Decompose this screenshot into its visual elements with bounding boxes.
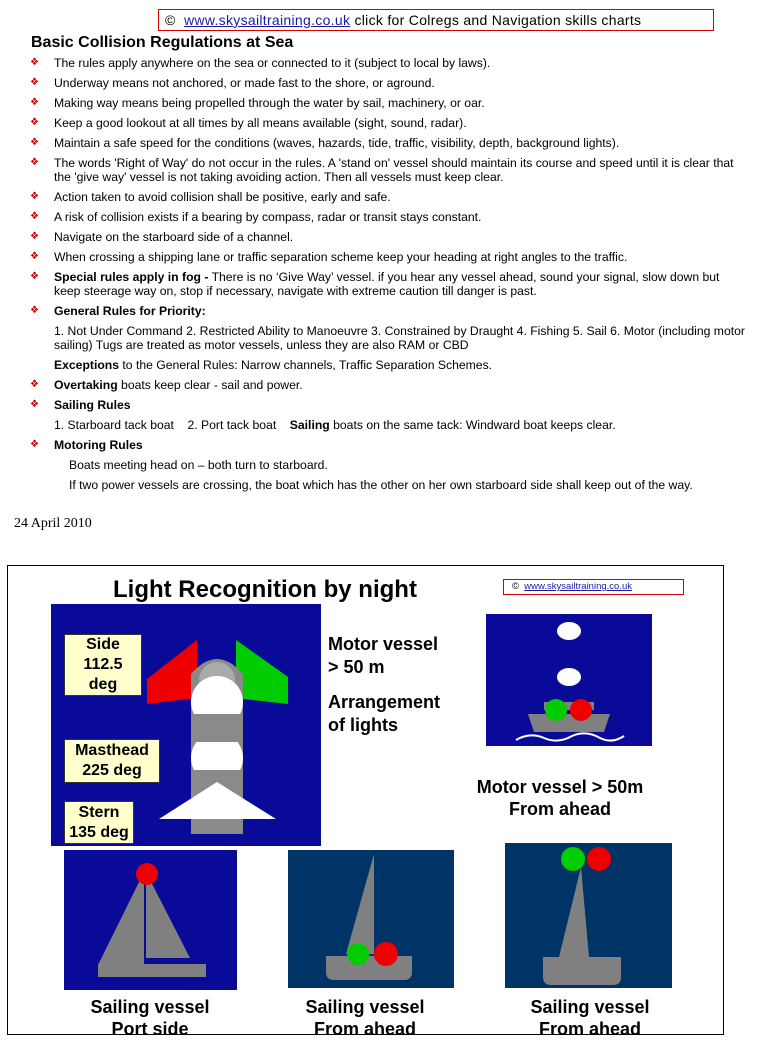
bullet-icon: ❖	[30, 77, 39, 88]
poster-link-box: © www.skysailtraining.co.uk	[503, 579, 684, 595]
starboard-green-light	[545, 699, 567, 721]
port-red-light	[570, 699, 592, 721]
rule-motoring-heading: ❖ Motoring Rules	[30, 438, 143, 452]
bullet-icon: ❖	[30, 271, 39, 282]
motor-vessel-heading: Motor vessel > 50 m	[328, 634, 439, 677]
bullet-icon: ❖	[30, 231, 39, 242]
rule-item: ❖ When crossing a shipping lane or traffic separation scheme keep your heading at right angles to the traffic.	[30, 250, 628, 264]
poster-skysail-link[interactable]: www.skysailtraining.co.uk	[524, 581, 632, 592]
rule-item: ❖ Making way means being propelled through the water by sail, machinery, or oar.	[30, 96, 485, 110]
sailing-caption-1: Sailing vessel Port side	[90, 997, 210, 1039]
rule-item: ❖ Keep a good lookout at all times by all means available (sight, sound, radar).	[30, 116, 467, 130]
side-light-label: Side 112.5 deg	[64, 634, 142, 696]
sailing-ahead-panel-1	[288, 850, 454, 988]
rule-sailing-heading: ❖ Sailing Rules	[30, 398, 131, 412]
motor-hull	[528, 714, 610, 732]
bullet-icon: ❖	[30, 211, 39, 222]
arrangement-heading: Arrangement of lights	[328, 692, 441, 735]
masthead-light-label: Masthead 225 deg	[64, 739, 160, 783]
sailing-caption-3: Sailing vessel From ahead	[530, 997, 650, 1039]
document-date: 24 April 2010	[14, 516, 92, 531]
motoring-line-1: Boats meeting head on – both turn to starboard.	[69, 458, 328, 472]
masthead-red-light	[136, 863, 158, 885]
hull-mid	[191, 714, 243, 742]
rule-item: ❖ The words 'Right of Way' do not occur in the rules. A 'stand on' vessel should maintain its course and speed until it is clear that the 'give way' vessel is not taking avoiding action. Then all vessels must keep clear.	[30, 156, 734, 184]
rule-item: ❖ Underway means not anchored, or made fast to the shore, or aground.	[30, 76, 435, 90]
bullet-icon: ❖	[30, 305, 39, 316]
sailing-caption-2: Sailing vessel From ahead	[305, 997, 425, 1039]
skysail-link[interactable]: www.skysailtraining.co.uk	[184, 12, 351, 28]
bullet-icon: ❖	[30, 191, 39, 202]
sailing-port-panel	[64, 850, 237, 990]
boom	[98, 964, 206, 977]
sailing-hull	[326, 956, 412, 980]
copyright-symbol: ©	[165, 12, 176, 28]
rule-priority-heading: ❖ General Rules for Priority:	[30, 304, 206, 318]
bullet-icon: ❖	[30, 439, 39, 450]
bullet-icon: ❖	[30, 57, 39, 68]
poster-title: Light Recognition by night	[113, 576, 417, 603]
bullet-icon: ❖	[30, 157, 39, 168]
rule-item: ❖ The rules apply anywhere on the sea or connected to it (subject to local by laws).	[30, 56, 491, 70]
rules-list	[0, 56, 768, 498]
bullet-icon: ❖	[30, 251, 39, 262]
bullet-icon: ❖	[30, 379, 39, 390]
priority-text: 1. Not Under Command 2. Restricted Ability to Manoeuvre 3. Constrained by Draught 4. Fishing 5. Sail 6. Motor (including motor sailing) Tugs are treated as motor vessels, unless they are also RAM or CBD	[54, 324, 745, 352]
port-red-light	[587, 847, 611, 871]
stern-light-label: Stern 135 deg	[64, 801, 134, 844]
masthead-light-lower	[557, 668, 581, 686]
bullet-icon: ❖	[30, 97, 39, 108]
rule-item: ❖ Action taken to avoid collision shall be positive, early and safe.	[30, 190, 391, 204]
top-banner	[158, 9, 714, 31]
motoring-line-2: If two power vessels are crossing, the boat which has the other on her own starboard side shall keep out of the way.	[69, 478, 693, 492]
rule-overtaking: ❖ Overtaking boats keep clear - sail and power.	[30, 378, 303, 392]
bullet-icon: ❖	[30, 117, 39, 128]
priority-exceptions: Exceptions to the General Rules: Narrow channels, Traffic Separation Schemes.	[54, 358, 493, 372]
rule-item: ❖ Maintain a safe speed for the conditions (waves, hazards, tide, traffic, visibility, depth, background lights).	[30, 136, 620, 150]
rule-item: ❖ Navigate on the starboard side of a channel.	[30, 230, 294, 244]
port-red-light	[374, 942, 398, 966]
page-title: Basic Collision Regulations at Sea	[31, 34, 294, 51]
bullet-icon: ❖	[30, 137, 39, 148]
masthead-light-upper	[557, 622, 581, 640]
rule-item: ❖ A risk of collision exists if a bearing by compass, radar or transit stays constant.	[30, 210, 482, 224]
sailing-hull	[543, 957, 621, 985]
sailing-ahead-panel-2	[505, 843, 672, 988]
motor-vessel-ahead-panel	[486, 614, 652, 746]
sailing-text: 1. Starboard tack boat 2. Port tack boat Sailing boats on the same tack: Windward boat keeps clear.	[54, 418, 616, 432]
starboard-green-light	[561, 847, 585, 871]
starboard-green-light	[347, 943, 369, 965]
motor-ahead-caption: Motor vessel > 50m From ahead	[476, 777, 644, 819]
rule-fog: ❖ Special rules apply in fog - There is no ‘Give Way’ vessel. if you hear any vessel ahead, sound your signal, slow down but keep steerage way on, stop if necessary, navigate with extreme caution till danger is past.	[30, 270, 720, 298]
bullet-icon: ❖	[30, 399, 39, 410]
banner-text: click for Colregs and Navigation skills charts	[354, 12, 642, 28]
